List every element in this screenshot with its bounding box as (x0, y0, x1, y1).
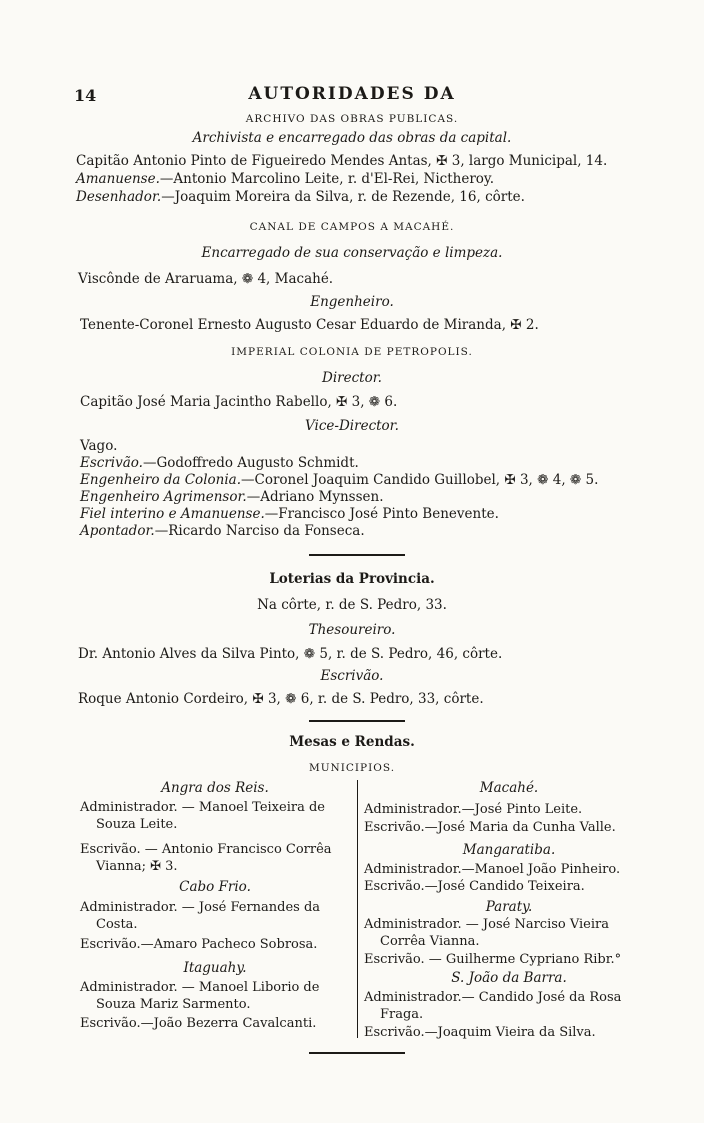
municipio-entry: Administrador.— Candido José da Rosa (364, 990, 622, 1005)
role-label: Desenhador. (76, 189, 162, 205)
role-label: Amanuense. (76, 171, 160, 187)
colonia-line: Engenheiro Agrimensor.—Adriano Mynssen. (80, 489, 384, 505)
loterias-role: Thesoureiro. (308, 622, 396, 638)
municipio-entry: Escrivão.—José Maria da Cunha Valle. (364, 820, 616, 835)
municipio-entry: Escrivão. — Antonio Francisco Corrêa (80, 842, 332, 857)
colonia-role: Director. (322, 370, 382, 386)
section-divider (309, 720, 405, 722)
municipio-entry-cont: Vianna; ✠ 3. (96, 859, 178, 874)
municipio-name: Cabo Frio. (179, 879, 251, 895)
section-heading-archivo: ARCHIVO DAS OBRAS PUBLICAS. (245, 113, 459, 125)
municipio-name: Macahé. (479, 780, 539, 796)
colonia-line: Engenheiro da Colonia.—Coronel Joaquim Candido Guillobel, ✠ 3, ❁ 4, ❁ 5. (80, 472, 599, 488)
archivo-line: Capitão Antonio Pinto de Figueiredo Mendes Antas, ✠ 3, largo Municipal, 14. (76, 153, 608, 169)
section-heading-canal: CANAL DE CAMPOS A MACAHÉ. (249, 221, 455, 233)
municipio-entry: Escrivão. — Guilherme Cypriano Ribr.° (364, 952, 622, 967)
municipio-entry: Administrador.—Manoel João Pinheiro. (364, 862, 621, 877)
municipio-entry: Escrivão.—Amaro Pacheco Sobrosa. (80, 937, 318, 952)
municipio-entry-cont: Corrêa Vianna. (380, 934, 480, 949)
municipio-entry-cont: Souza Mariz Sarmento. (96, 997, 251, 1012)
section-divider (309, 554, 405, 556)
role-label: Escrivão. (80, 455, 143, 471)
municipio-entry-cont: Souza Leite. (96, 817, 178, 832)
section-heading-colonia: IMPERIAL COLONIA DE PETROPOLIS. (231, 346, 473, 358)
section-heading-loterias: Loterias da Provincia. (269, 571, 435, 587)
municipio-entry: Administrador. — José Narciso Vieira (364, 917, 609, 932)
municipio-entry: Escrivão.—João Bezerra Cavalcanti. (80, 1016, 317, 1031)
municipio-entry-cont: Fraga. (380, 1007, 424, 1022)
municipio-name: Itaguahy. (183, 960, 247, 976)
municipio-entry-cont: Costa. (96, 917, 138, 932)
colonia-line: Escrivão.—Godoffredo Augusto Schmidt. (80, 455, 359, 471)
role-label: Engenheiro Agrimensor. (80, 489, 247, 505)
column-divider (357, 780, 358, 1038)
role-label: Engenheiro da Colonia. (80, 472, 241, 488)
municipio-name: Mangaratiba. (462, 842, 556, 858)
colonia-line: Capitão José Maria Jacintho Rabello, ✠ 3, ❁ 6. (80, 394, 398, 410)
archivo-line: Amanuense.—Antonio Marcolino Leite, r. d'El-Rei, Nictheroy. (76, 171, 495, 187)
municipio-entry: Administrador.—José Pinto Leite. (364, 802, 583, 817)
loterias-address: Na côrte, r. de S. Pedro, 33. (257, 597, 447, 613)
municipio-entry: Administrador. — Manoel Teixeira de (80, 800, 325, 815)
colonia-line: Apontador.—Ricardo Narciso da Fonseca. (80, 523, 365, 539)
page-number: 14 (74, 86, 97, 105)
loterias-line: Dr. Antonio Alves da Silva Pinto, ❁ 5, r. de S. Pedro, 46, côrte. (78, 646, 503, 662)
section-divider (309, 1052, 405, 1054)
canal-line: Viscônde de Araruama, ❁ 4, Macahé. (78, 271, 334, 287)
role-label: Fiel interino e Amanuense. (80, 506, 265, 522)
loterias-line: Roque Antonio Cordeiro, ✠ 3, ❁ 6, r. de S. Pedro, 33, côrte. (78, 691, 484, 707)
municipio-entry: Administrador. — Manoel Liborio de (80, 980, 320, 995)
colonia-line: Vago. (80, 438, 118, 454)
loterias-role: Escrivão. (320, 668, 384, 684)
section-heading-mesas: Mesas e Rendas. (289, 734, 415, 750)
municipio-entry: Escrivão.—Joaquim Vieira da Silva. (364, 1025, 596, 1040)
municipio-name: S. João da Barra. (451, 970, 567, 986)
colonia-role: Vice-Director. (305, 418, 399, 434)
running-title: AUTORIDADES DA (248, 84, 456, 104)
canal-subheading: Encarregado de sua conservação e limpeza. (201, 245, 503, 261)
archivo-subheading: Archivista e encarregado das obras da capital. (192, 130, 512, 146)
municipio-name: Paraty. (485, 899, 533, 915)
municipio-name: Angra dos Reis. (161, 780, 269, 796)
mesas-subheading: MUNICIPIOS. (308, 762, 396, 774)
role-label: Apontador. (80, 523, 155, 539)
colonia-line: Fiel interino e Amanuense.—Francisco José Pinto Benevente. (80, 506, 499, 522)
canal-line: Tenente-Coronel Ernesto Augusto Cesar Eduardo de Miranda, ✠ 2. (80, 317, 539, 333)
municipio-entry: Administrador. — José Fernandes da (80, 900, 321, 915)
municipio-entry: Escrivão.—José Candido Teixeira. (364, 879, 585, 894)
archivo-line: Desenhador.—Joaquim Moreira da Silva, r. de Rezende, 16, côrte. (76, 189, 525, 205)
canal-role: Engenheiro. (310, 294, 394, 310)
